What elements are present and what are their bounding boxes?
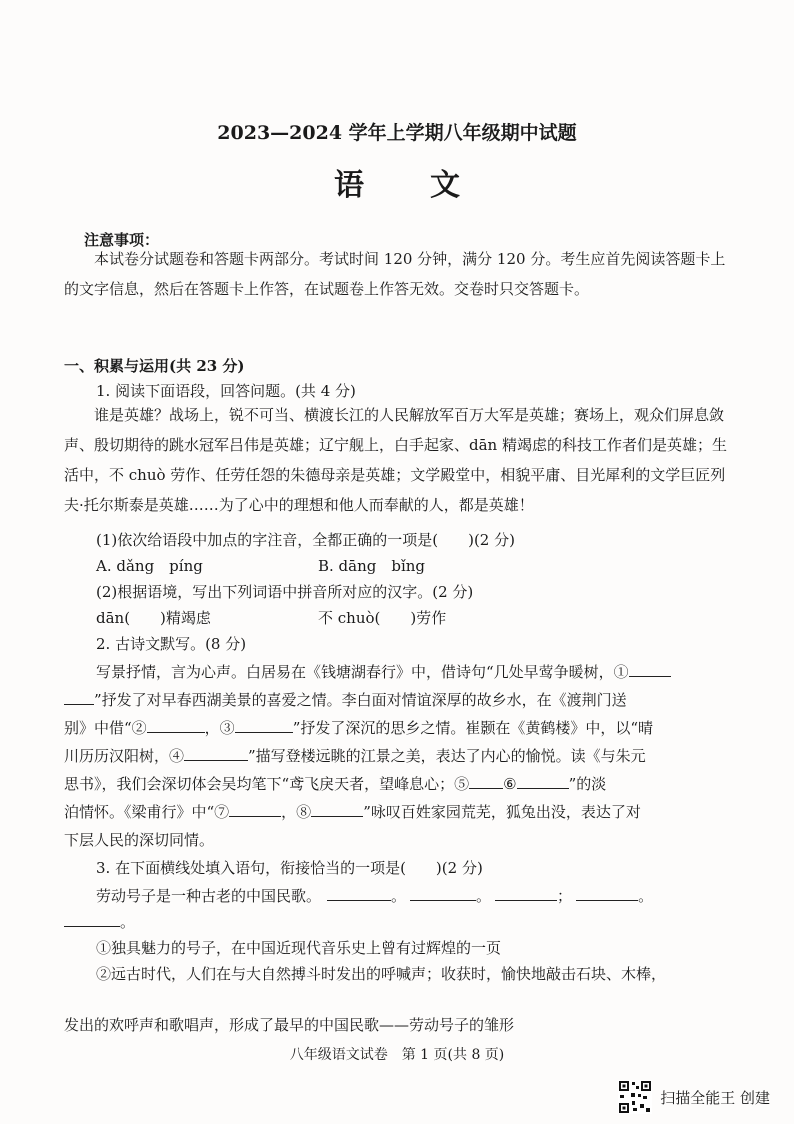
q1-stem: 1. 阅读下面语段，回答问题。(共 4 分)	[96, 382, 356, 400]
blank-1-a[interactable]	[629, 660, 671, 677]
q1-sub2: (2)根据语境，写出下列词语中拼音所对应的汉字。(2 分)	[96, 583, 474, 601]
blank-3[interactable]	[235, 716, 293, 733]
blank-4[interactable]	[184, 744, 248, 761]
q3-item-2a: ②远古时代，人们在与大自然搏斗时发出的呼喊声；收获时，愉快地敲击石块、木棒，	[96, 965, 667, 983]
watermark-text: 扫描全能王 创建	[660, 1088, 770, 1107]
q2-line-3-text-b: ，③	[204, 719, 235, 737]
q2-line-4-text-b: ”描写登楼远眺的江景之美，表达了内心的愉悦。读《与朱元	[248, 747, 646, 765]
q1-option-a: A. dǎng píng	[96, 557, 203, 575]
blank-1-b[interactable]	[64, 688, 94, 705]
q2-line-4	[64, 744, 646, 768]
q1-sub1: (1)依次给语段中加点的字注音，全都正确的一项是( )(2 分)	[96, 531, 515, 549]
q2-line-3-text-c: ”抒发了深沉的思乡之情。崔颢在《黄鹤楼》中，以“晴	[292, 719, 654, 737]
notice-heading: 注意事项：	[84, 231, 160, 249]
q2-line-5-text-b: ⑥	[503, 775, 517, 793]
q2-line-6-text-a: 泊情怀。《梁甫行》中“⑦	[64, 803, 230, 821]
q2-line-2-text: ”抒发了对早春西湖美景的喜爱之情。李白面对情谊深厚的故乡水，在《渡荆门送	[94, 691, 627, 709]
q3-stem: 3. 在下面横线处填入语句，衔接恰当的一项是( )(2 分)	[96, 859, 483, 877]
q3-lead-cont: 。	[64, 910, 135, 934]
exam-title: 2023—2024 学年上学期八年级期中试题	[217, 122, 577, 144]
blank-7[interactable]	[229, 800, 281, 817]
q3-item-1: ①独具魅力的号子，在中国近现代音乐史上曾有过辉煌的一页	[96, 939, 502, 957]
q1-fill-2: 不 chuò( )劳作	[318, 609, 447, 627]
notice-text: 本试卷分试题卷和答题卡两部分。考试时间 120 分钟，满分 120 分。考生应首先阅读答题卡上的文字信息，然后在答题卡上作答，在试题卷上作答无效。交卷时只交答题卡。	[64, 250, 726, 298]
q3-blank-5[interactable]	[64, 910, 120, 927]
q3-blank-1[interactable]	[327, 884, 391, 901]
q2-stem: 2. 古诗文默写。(8 分)	[96, 635, 247, 653]
q1-passage: 谁是英雄？战场上，锐不可当、横渡长江的人民解放军百万大军是英雄；赛场上，观众们屏息敛声、殷切期待的跳水冠军吕伟是英雄；辽宁舰上，白手起家、dān 精竭虑的科技工作者们是英雄；生活中，不 chuò 劳作、任劳任怨的朱德母亲是英雄；文学殿堂中，相貌平庸、目光犀利的文学巨匠列夫·托尔斯泰是英雄……为了心中的理想和他人而奉献的人，都是英雄！	[64, 406, 727, 514]
q2-line-7: 下层人民的深切同情。	[64, 831, 215, 849]
qr-code-icon	[618, 1080, 652, 1114]
q2-line-6-text-b: ，⑧	[281, 803, 312, 821]
page-footer: 八年级语文试卷 第 1 页(共 8 页)	[289, 1047, 505, 1063]
q2-line-1-text: 写景抒情，言为心声。白居易在《钱塘湖春行》中，借诗句“几处早莺争暖树，①	[96, 663, 629, 681]
blank-5[interactable]	[469, 772, 503, 789]
q1-option-b: B. dāng bǐng	[318, 557, 426, 575]
blank-6[interactable]	[517, 772, 569, 789]
q2-line-6	[64, 800, 641, 824]
q3-blank-4[interactable]	[576, 884, 638, 901]
q2-line-5	[64, 772, 606, 796]
q1-fill-1: dān( )精竭虑	[96, 609, 211, 627]
blank-8[interactable]	[311, 800, 363, 817]
q2-line-4-text-a: 川历历汉阳树，④	[64, 747, 185, 765]
subject-title: 语文	[334, 168, 526, 203]
scanner-watermark	[618, 1080, 770, 1114]
q2-line-2	[64, 688, 627, 712]
q3-lead: 劳动号子是一种古老的中国民歌。 。 。 ； 。	[96, 884, 653, 908]
q2-line-3	[64, 716, 653, 740]
section-heading: 一、积累与运用(共 23 分)	[64, 357, 245, 375]
q3-blank-3[interactable]	[495, 884, 557, 901]
q2-line-5-text-a: 思书》，我们会深切体会吴均笔下“鸢飞戾天者，望峰息心；⑤	[64, 775, 470, 793]
q3-blank-2[interactable]	[410, 884, 476, 901]
q3-lead-text: 劳动号子是一种古老的中国民歌。	[96, 887, 322, 905]
q2-line-1	[96, 660, 671, 684]
q2-line-3-text-a: 别》中借“②	[64, 719, 147, 737]
q3-item-2b: 发出的欢呼声和歌唱声，形成了最早的中国民歌——劳动号子的雏形	[64, 1016, 515, 1034]
blank-2[interactable]	[147, 716, 205, 733]
q2-line-6-text-c: ”咏叹百姓家园荒芜，狐兔出没，表达了对	[363, 803, 641, 821]
q2-line-5-text-c: ”的淡	[568, 775, 607, 793]
